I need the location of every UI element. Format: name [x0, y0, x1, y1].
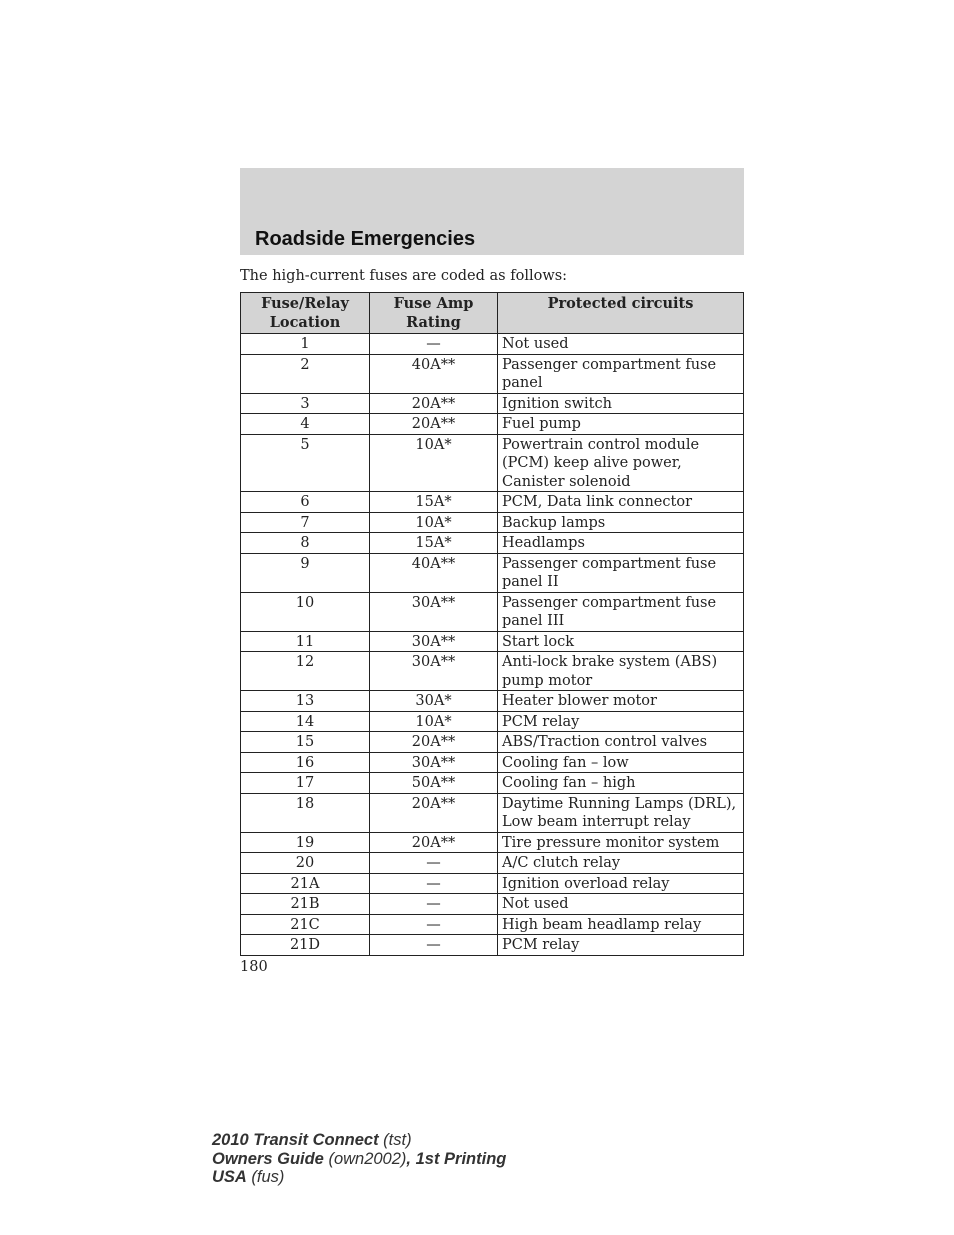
cell-amp-rating: 15A* — [370, 492, 498, 513]
table-row — [241, 914, 744, 935]
cell-amp-rating: 30A** — [370, 652, 498, 691]
intro-text: The high-current fuses are coded as follows: — [240, 268, 568, 284]
cell-location: 10 — [241, 592, 370, 631]
cell-protected-circuit: High beam headlamp relay — [498, 914, 744, 935]
cell-location: 17 — [241, 773, 370, 794]
cell-amp-rating: — — [370, 853, 498, 874]
cell-location: 21A — [241, 873, 370, 894]
table-row — [241, 691, 744, 712]
cell-protected-circuit: Passenger compartment fuse panel II — [498, 553, 744, 592]
cell-amp-rating: 20A** — [370, 393, 498, 414]
cell-location: 14 — [241, 711, 370, 732]
table-row — [241, 853, 744, 874]
cell-location: 20 — [241, 853, 370, 874]
cell-protected-circuit: Cooling fan – low — [498, 752, 744, 773]
cell-location: 7 — [241, 512, 370, 533]
page-number: 180 — [240, 959, 268, 975]
cell-protected-circuit: Ignition switch — [498, 393, 744, 414]
cell-amp-rating: 15A* — [370, 533, 498, 554]
table-row — [241, 732, 744, 753]
cell-location: 21D — [241, 935, 370, 956]
cell-amp-rating: 10A* — [370, 512, 498, 533]
column-header-location: Fuse/Relay Location — [241, 293, 370, 334]
cell-location: 16 — [241, 752, 370, 773]
table-row — [241, 832, 744, 853]
cell-location: 13 — [241, 691, 370, 712]
table-row — [241, 894, 744, 915]
cell-protected-circuit: Ignition overload relay — [498, 873, 744, 894]
cell-amp-rating: — — [370, 894, 498, 915]
table-row — [241, 553, 744, 592]
cell-protected-circuit: Fuel pump — [498, 414, 744, 435]
cell-location: 3 — [241, 393, 370, 414]
cell-location: 4 — [241, 414, 370, 435]
cell-protected-circuit: PCM, Data link connector — [498, 492, 744, 513]
table-row — [241, 334, 744, 355]
table-row — [241, 533, 744, 554]
section-title: Roadside Emergencies — [255, 228, 476, 250]
footer-line-1: 2010 Transit Connect (tst) — [212, 1131, 412, 1149]
cell-amp-rating: 20A** — [370, 732, 498, 753]
cell-protected-circuit: PCM relay — [498, 935, 744, 956]
cell-location: 11 — [241, 631, 370, 652]
table-row — [241, 434, 744, 492]
cell-location: 21C — [241, 914, 370, 935]
table-row — [241, 793, 744, 832]
cell-location: 6 — [241, 492, 370, 513]
cell-amp-rating: 30A** — [370, 631, 498, 652]
cell-amp-rating: — — [370, 935, 498, 956]
cell-location: 5 — [241, 434, 370, 492]
table-row — [241, 773, 744, 794]
table-row — [241, 652, 744, 691]
table-row — [241, 631, 744, 652]
cell-protected-circuit: Powertrain control module (PCM) keep alive power, Canister solenoid — [498, 434, 744, 492]
cell-amp-rating: 10A* — [370, 434, 498, 492]
cell-protected-circuit: Tire pressure monitor system — [498, 832, 744, 853]
cell-amp-rating: 20A** — [370, 832, 498, 853]
cell-location: 21B — [241, 894, 370, 915]
cell-amp-rating: — — [370, 914, 498, 935]
table-row — [241, 935, 744, 956]
cell-location: 18 — [241, 793, 370, 832]
cell-protected-circuit: A/C clutch relay — [498, 853, 744, 874]
cell-protected-circuit: Anti-lock brake system (ABS) pump motor — [498, 652, 744, 691]
cell-amp-rating: 20A** — [370, 414, 498, 435]
cell-protected-circuit: Daytime Running Lamps (DRL), Low beam interrupt relay — [498, 793, 744, 832]
cell-amp-rating: 30A** — [370, 592, 498, 631]
cell-location: 1 — [241, 334, 370, 355]
table-row — [241, 393, 744, 414]
cell-protected-circuit: PCM relay — [498, 711, 744, 732]
footer-line-3: USA (fus) — [212, 1168, 285, 1186]
fuse-table-body — [241, 334, 744, 956]
cell-amp-rating: 10A* — [370, 711, 498, 732]
cell-location: 15 — [241, 732, 370, 753]
table-row — [241, 354, 744, 393]
cell-protected-circuit: Backup lamps — [498, 512, 744, 533]
cell-amp-rating: — — [370, 873, 498, 894]
table-row — [241, 512, 744, 533]
cell-location: 2 — [241, 354, 370, 393]
cell-protected-circuit: Cooling fan – high — [498, 773, 744, 794]
table-row — [241, 414, 744, 435]
cell-protected-circuit: Passenger compartment fuse panel — [498, 354, 744, 393]
cell-amp-rating: — — [370, 334, 498, 355]
fuse-table — [240, 292, 744, 956]
cell-protected-circuit: Start lock — [498, 631, 744, 652]
footer-print-info — [212, 1131, 506, 1187]
table-row — [241, 752, 744, 773]
cell-amp-rating: 20A** — [370, 793, 498, 832]
cell-amp-rating: 30A** — [370, 752, 498, 773]
cell-amp-rating: 50A** — [370, 773, 498, 794]
cell-protected-circuit: Passenger compartment fuse panel III — [498, 592, 744, 631]
column-header-amp-rating: Fuse Amp Rating — [370, 293, 498, 334]
table-row — [241, 592, 744, 631]
table-row — [241, 873, 744, 894]
cell-amp-rating: 40A** — [370, 354, 498, 393]
cell-protected-circuit: Headlamps — [498, 533, 744, 554]
column-header-protected-circuits: Protected circuits — [498, 293, 744, 334]
cell-protected-circuit: Not used — [498, 894, 744, 915]
cell-protected-circuit: Not used — [498, 334, 744, 355]
cell-protected-circuit: Heater blower motor — [498, 691, 744, 712]
section-header-band — [240, 168, 744, 255]
table-header-row — [241, 293, 744, 334]
cell-amp-rating: 30A* — [370, 691, 498, 712]
cell-location: 19 — [241, 832, 370, 853]
cell-location: 8 — [241, 533, 370, 554]
footer-line-2: Owners Guide (own2002), 1st Printing — [212, 1149, 507, 1168]
table-row — [241, 711, 744, 732]
cell-location: 9 — [241, 553, 370, 592]
cell-amp-rating: 40A** — [370, 553, 498, 592]
table-row — [241, 492, 744, 513]
cell-protected-circuit: ABS/Traction control valves — [498, 732, 744, 753]
cell-location: 12 — [241, 652, 370, 691]
